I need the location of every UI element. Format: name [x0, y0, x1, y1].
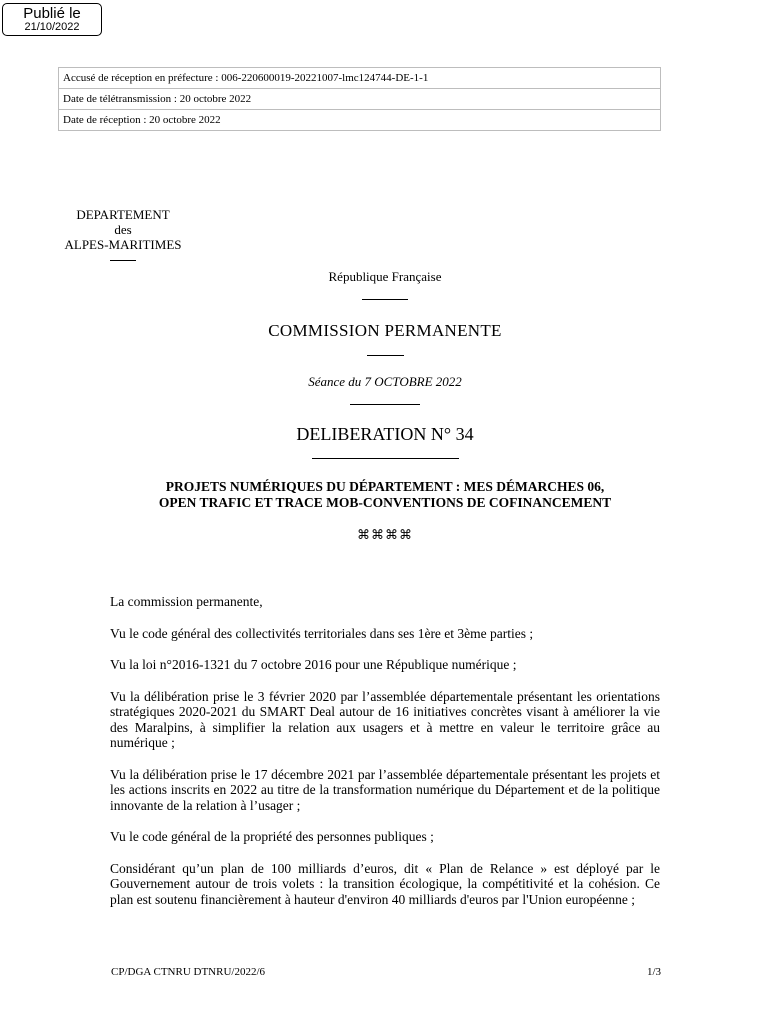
receipt-row: [59, 89, 661, 110]
subject-line: OPEN TRAFIC ET TRACE MOB-CONVENTIONS DE COFINANCEMENT: [158, 495, 612, 510]
department-divider: [110, 260, 136, 261]
republic-label: République Française: [328, 269, 442, 284]
separator-symbols: ⌘⌘⌘⌘: [357, 527, 413, 542]
deliberation-subject: [110, 479, 660, 511]
receipt-table: [58, 67, 661, 131]
body-paragraph: Vu la délibération prise le 17 décembre 2021 par l’assemblée départementale présentant les projets et les actions inscrits en 2022 au titre de la transformation numérique du Département et de la politique innovante de la relation à l’usager ;: [110, 766, 660, 813]
document-body: [110, 594, 660, 923]
divider: [362, 299, 408, 300]
receipt-acknowledgment: Accusé de réception en préfecture : 006-220600019-20221007-lmc124744-DE-1-1: [59, 68, 661, 89]
body-paragraph: Considérant qu’un plan de 100 milliards d’euros, dit « Plan de Relance » est déployé par le Gouvernement autour de trois volets : la transition écologique, la compétitivité et la cohésion. Ce plan est soutenu financièrement à hauteur d'environ 40 milliards d'euros par l'Union européenne ;: [110, 860, 660, 907]
divider: [350, 404, 420, 405]
receipt-reception-date: Date de réception : 20 octobre 2022: [59, 110, 661, 131]
divider: [312, 458, 459, 459]
divider: [367, 355, 404, 356]
body-paragraph: La commission permanente,: [110, 594, 263, 609]
body-paragraph: Vu la loi n°2016-1321 du 7 octobre 2016 pour une République numérique ;: [110, 657, 517, 672]
session-date: Séance du 7 OCTOBRE 2022: [308, 374, 462, 389]
document-reference: CP/DGA CTNRU DTNRU/2022/6: [111, 966, 266, 978]
receipt-row: [59, 110, 661, 131]
publication-stamp: [2, 3, 102, 36]
department-line: ALPES-MARITIMES: [64, 237, 182, 252]
body-paragraph: Vu le code général de la propriété des personnes publiques ;: [110, 829, 434, 844]
receipt-row: [59, 68, 661, 89]
commission-title: COMMISSION PERMANENTE: [268, 321, 502, 340]
body-paragraph: Vu le code général des collectivités territoriales dans ses 1ère et 3ème parties ;: [110, 625, 534, 641]
department-line: DEPARTEMENT: [76, 207, 170, 222]
deliberation-number: DELIBERATION N° 34: [296, 424, 474, 444]
department-line: des: [114, 222, 132, 237]
receipt-transmission-date: Date de télétransmission : 20 octobre 2022: [59, 89, 661, 110]
subject-line: PROJETS NUMÉRIQUES DU DÉPARTEMENT : MES DÉMARCHES 06,: [165, 479, 605, 494]
stamp-title: Publié le: [23, 5, 81, 22]
page-number: 1/3: [646, 966, 661, 978]
body-paragraph: Vu la délibération prise le 3 février 2020 par l’assemblée départementale présentant les orientations stratégiques 2020-2021 du SMART Deal autour de 16 initiatives concrètes visant à améliorer la vie des Maralpins, à simplifier la relation aux usagers et à mettre en valeur le territoire grâce au numérique ;: [110, 688, 660, 750]
department-block: [57, 207, 189, 261]
stamp-date: 21/10/2022: [24, 21, 80, 33]
